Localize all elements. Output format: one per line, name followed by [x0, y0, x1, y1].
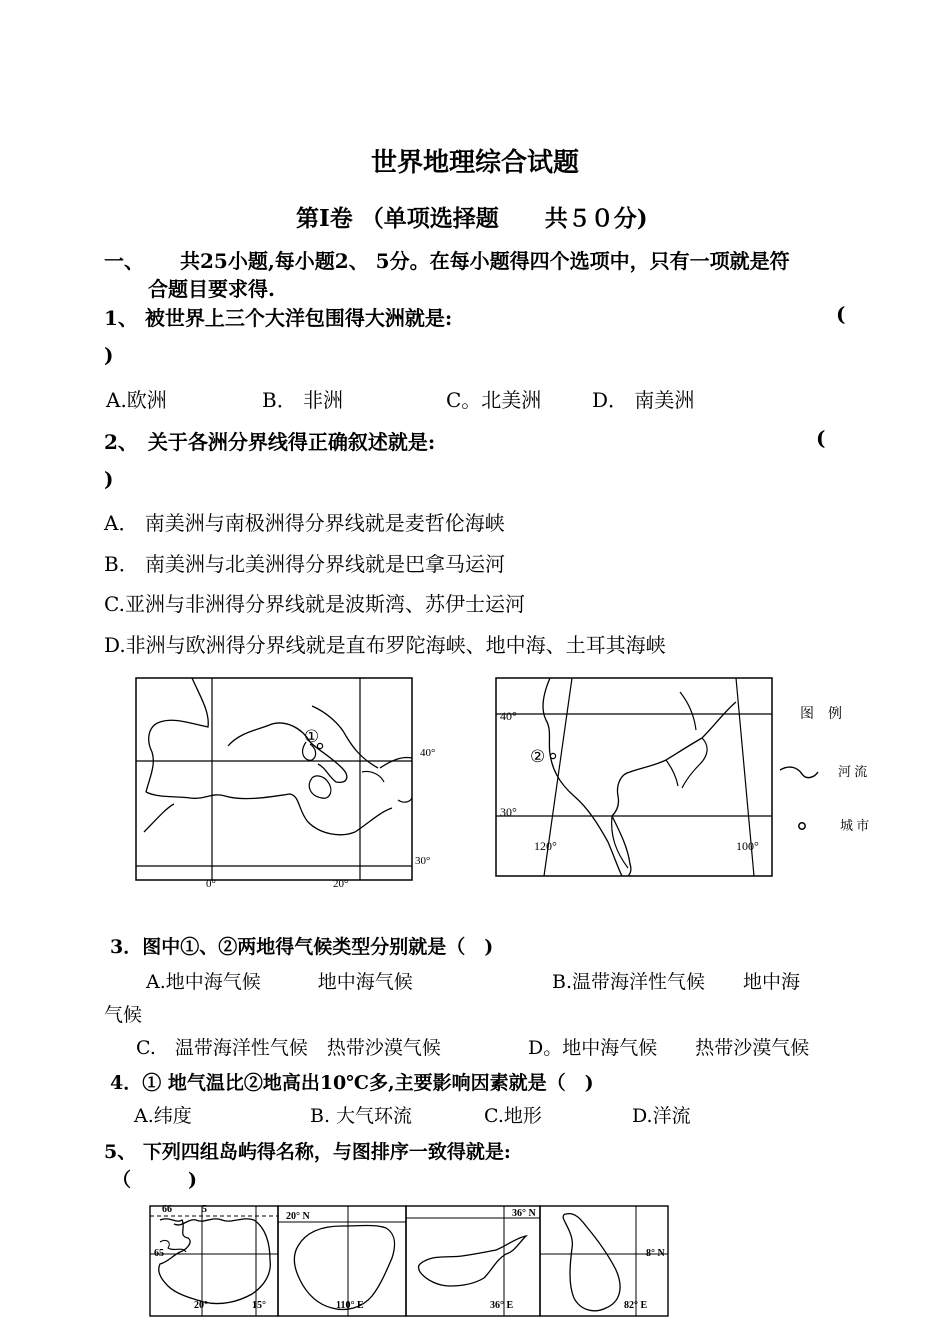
- q4-stem: 4．① 地气温比②地高出10℃多,主要影响因素就是（ ): [110, 1072, 594, 1094]
- q3-option-d: D。地中海气候 热带沙漠气候: [528, 1037, 810, 1059]
- legend-title: 图 例: [800, 707, 842, 722]
- q2-option-b: B． 南美洲与北美洲得分界线就是巴拿马运河: [104, 552, 506, 576]
- q4-option-a: A.纬度: [134, 1105, 192, 1127]
- map-legend: [776, 694, 886, 844]
- iceland-lon-left: 20°: [194, 1300, 208, 1311]
- cyprus-lon: 36° E: [490, 1300, 514, 1311]
- q2-option-c: C.亚洲与非洲得分界线就是波斯湾、苏伊士运河: [104, 592, 525, 616]
- legend-river-label: 河 流: [838, 764, 868, 779]
- srilanka-panel: [540, 1206, 668, 1316]
- map-mediterranean: [130, 672, 450, 892]
- q3-option-a: A.地中海气候 地中海气候: [146, 971, 413, 993]
- q1-paren-close: ): [104, 343, 114, 367]
- map1-marker-label: ①: [304, 727, 320, 746]
- q5-paren: （ ): [112, 1169, 197, 1191]
- q3-option-b: B.温带海洋性气候 地中海: [552, 971, 801, 993]
- q5-stem: 5、 下列四组岛屿得名称，与图排序一致得就是:: [104, 1141, 511, 1163]
- legend-city-label: 城 市: [840, 818, 870, 833]
- q2-paren-open: (: [816, 426, 826, 450]
- part-number: 一、: [104, 249, 144, 273]
- q2-option-d: D.非洲与欧洲得分界线就是直布罗陀海峡、地中海、土耳其海峡: [104, 633, 666, 657]
- q3-option-b-wrap: 气候: [104, 1004, 143, 1026]
- iceland-lon-right: 15°: [252, 1300, 266, 1311]
- q2-option-a: A． 南美洲与南极洲得分界线就是麦哲伦海峡: [104, 511, 505, 535]
- q4-option-d: D.洋流: [632, 1105, 691, 1127]
- iceland-lat-top: 66: [162, 1204, 172, 1215]
- q4-option-c: C.地形: [484, 1105, 542, 1127]
- q3-stem: 3．图中①、②两地得气候类型分别就是（ ): [110, 936, 494, 958]
- q1-stem: 1、 被世界上三个大洋包围得大洲就是:: [104, 306, 453, 330]
- hainan-panel: [278, 1206, 406, 1316]
- q1-paren-open: (: [836, 302, 846, 326]
- page-title: 世界地理综合试题: [370, 148, 579, 178]
- map1-lat-lower: 30°: [415, 855, 431, 867]
- iceland-lat-mid: 65: [154, 1248, 164, 1259]
- map-california: [490, 672, 790, 882]
- map2-lat-upper: 40°: [500, 709, 517, 723]
- map1-lon-right: 20°: [333, 878, 349, 890]
- map2-marker-label: ②: [530, 747, 546, 766]
- instructions-line-2: 合题目要求得.: [148, 277, 275, 301]
- q3-option-c: C. 温带海洋性气候 热带沙漠气候: [136, 1037, 441, 1059]
- srilanka-lon: 82° E: [624, 1300, 648, 1311]
- q4-option-b: B. 大气环流: [310, 1105, 413, 1127]
- map2-lon-left: 120°: [534, 839, 557, 853]
- hainan-lon: 110° E: [336, 1300, 364, 1311]
- hainan-lat: 20° N: [286, 1211, 310, 1222]
- section-heading: 第Ⅰ卷 （单项选择题 共５０分): [296, 205, 648, 232]
- iceland-lon-top: 5: [202, 1204, 207, 1215]
- q2-paren-close: ): [104, 467, 114, 491]
- river-symbol-icon: [780, 767, 818, 778]
- q1-option-b: B． 非洲: [262, 388, 344, 412]
- cyprus-panel: [406, 1206, 540, 1316]
- map1-lat-upper: 40°: [420, 747, 436, 759]
- cyprus-lat: 36° N: [512, 1208, 536, 1219]
- island-maps: [146, 1198, 686, 1324]
- q1-option-d: D． 南美洲: [592, 388, 695, 412]
- instructions-line-1: 共25小题,每小题2、 5分。在每小题得四个选项中，只有一项就是符: [180, 249, 790, 273]
- q1-option-c: C。北美洲: [446, 388, 542, 412]
- q1-option-a: A.欧洲: [106, 388, 167, 412]
- iceland-panel: [150, 1204, 278, 1316]
- city-symbol-icon: [799, 823, 805, 829]
- map2-lon-right: 100°: [736, 839, 759, 853]
- srilanka-lat: 8° N: [646, 1248, 665, 1259]
- map2-lat-lower: 30°: [500, 805, 517, 819]
- map1-lon-left: 0°: [206, 878, 216, 890]
- q2-stem: 2、 关于各洲分界线得正确叙述就是:: [104, 430, 436, 454]
